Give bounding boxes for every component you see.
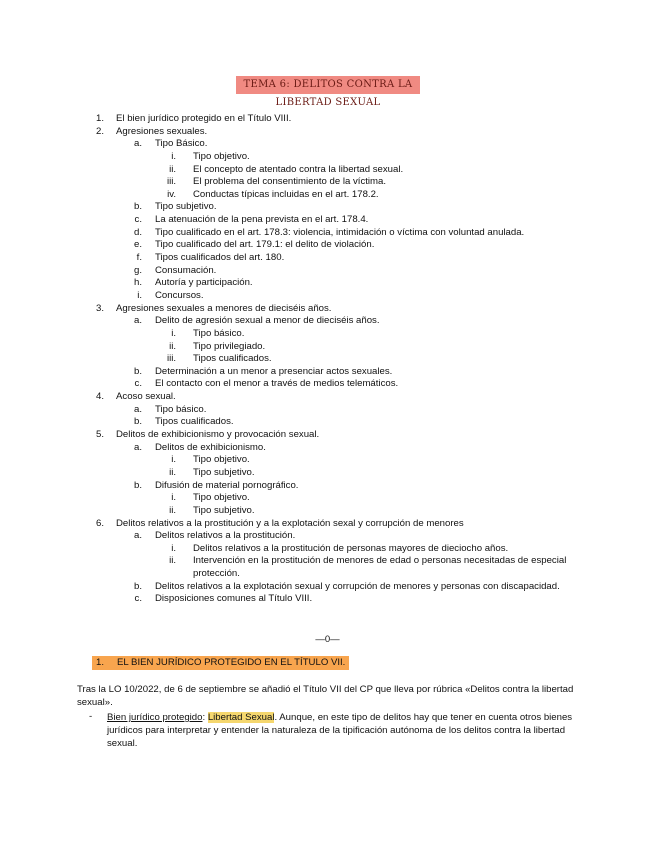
section-heading xyxy=(92,656,349,670)
bullet-term: Bien jurídico protegido xyxy=(107,712,203,723)
outline-text: Tipo objetivo. xyxy=(193,454,250,466)
bullet-text: . Aunque, en este tipo de delitos hay que tener en cuenta otros bienes jurídicos para interpretar y entender la naturaleza de la tipificación autónoma de los delitos contra la libertad sexual. xyxy=(107,712,573,749)
outline-item xyxy=(0,315,655,328)
outline-text: Tipos cualificados. xyxy=(193,353,272,365)
outline-text: Agresiones sexuales. xyxy=(116,125,208,137)
outline-text: Acoso sexual. xyxy=(116,391,176,403)
outline-item xyxy=(0,303,655,316)
outline-marker: i. xyxy=(171,150,176,162)
outline-marker: a. xyxy=(133,530,142,542)
outline-text: Disposiciones comunes al Título VIII. xyxy=(155,593,313,605)
outline-item xyxy=(0,126,655,139)
outline-marker: 1. xyxy=(95,113,104,124)
outline-marker: a. xyxy=(133,315,142,327)
outline-text: El problema del consentimiento de la víctima. xyxy=(193,176,387,188)
outline-marker: d. xyxy=(133,226,142,238)
outline-item xyxy=(0,265,655,278)
outline-item xyxy=(0,239,655,252)
bullet-separator: : xyxy=(202,712,208,723)
outline-item xyxy=(0,442,655,455)
outline-item xyxy=(0,555,655,568)
outline-item xyxy=(0,328,655,341)
bullet-marker: - xyxy=(89,711,93,722)
outline-marker: b. xyxy=(133,365,142,377)
outline-item xyxy=(0,341,655,354)
outline-marker: g. xyxy=(133,264,142,276)
outline-text: El contacto con el menor a través de medios telemáticos. xyxy=(155,378,399,390)
outline-marker: c. xyxy=(134,378,142,390)
outline-marker: ii. xyxy=(169,504,176,516)
outline-item xyxy=(0,201,655,214)
outline-text: Tipo objetivo. xyxy=(193,150,250,162)
outline-text: Tipo básico. xyxy=(155,403,207,415)
outline-text: Delitos relativos a la prostitución. xyxy=(155,530,296,542)
outline-text: Determinación a un menor a presenciar actos sexuales. xyxy=(155,365,393,377)
outline-marker: c. xyxy=(134,593,142,605)
outline-item xyxy=(0,593,655,606)
outline-text: Tipo Básico. xyxy=(155,138,208,150)
outline-marker: 5. xyxy=(95,429,104,441)
outline-marker: b. xyxy=(133,580,142,592)
outline-text: Tipos cualificados. xyxy=(155,416,234,428)
outline-marker: h. xyxy=(133,277,142,289)
outline-marker: iii. xyxy=(166,176,176,188)
outline-marker: ii. xyxy=(169,466,176,478)
outline-text: Conductas típicas incluidas en el art. 178.2. xyxy=(193,188,379,200)
outline-marker: 6. xyxy=(95,517,104,529)
document-title: TEMA 6: DELITOS CONTRA LA LIBERTAD SEXUAL xyxy=(236,76,420,94)
outline-text: Delitos relativos a la explotación sexual y corrupción de menores y personas con discapacidad. xyxy=(155,580,560,592)
outline-item xyxy=(0,151,655,164)
section-divider: —0— xyxy=(315,634,340,645)
outline-item xyxy=(0,252,655,265)
outline-text: Tipo objetivo. xyxy=(193,492,250,504)
outline-item xyxy=(0,353,655,366)
outline-item xyxy=(0,290,655,303)
outline-item xyxy=(0,480,655,493)
outline-text: Delitos de exhibicionismo. xyxy=(155,441,266,453)
outline-marker: ii. xyxy=(169,555,176,567)
outline-text: Delitos relativos a la prostitución de personas mayores de dieciocho años. xyxy=(193,542,509,554)
outline-marker: 4. xyxy=(95,391,104,403)
outline-text: Tipo cualificado en el art. 178.3: violencia, intimidación o víctima con voluntad anulada. xyxy=(155,226,525,238)
outline-item xyxy=(0,176,655,189)
outline-item xyxy=(0,366,655,379)
section-number: 1. xyxy=(96,657,105,668)
outline-item xyxy=(0,138,655,151)
outline-item xyxy=(0,518,655,531)
outline-item xyxy=(0,227,655,240)
outline-marker: i. xyxy=(171,492,176,504)
outline-text: Tipo básico. xyxy=(193,327,245,339)
outline-marker: e. xyxy=(133,239,142,251)
outline-text: El concepto de atentado contra la libertad sexual. xyxy=(193,163,404,175)
outline-marker: iv. xyxy=(167,188,176,200)
outline-marker: 3. xyxy=(95,302,104,314)
outline-item xyxy=(0,530,655,543)
outline-marker: c. xyxy=(134,214,142,226)
outline-item xyxy=(0,214,655,227)
outline-marker: a. xyxy=(133,138,142,150)
outline-text: Agresiones sexuales a menores de dieciséis años. xyxy=(116,302,332,314)
outline-text: Consumación. xyxy=(155,264,217,276)
outline-text: Tipo subjetivo. xyxy=(193,466,255,478)
outline-text: Tipo subjetivo. xyxy=(155,201,217,213)
outline-text: Autoría y participación. xyxy=(155,277,253,289)
outline-marker: i. xyxy=(171,542,176,554)
outline-text: Delito de agresión sexual a menor de dieciséis años. xyxy=(155,315,380,327)
outline-text: Tipo privilegiado. xyxy=(193,340,266,352)
outline-marker: f. xyxy=(136,252,142,264)
outline-item xyxy=(0,404,655,417)
outline-item xyxy=(0,492,655,505)
outline-item xyxy=(0,467,655,480)
outline-item xyxy=(0,429,655,442)
outline-marker: iii. xyxy=(166,353,176,365)
bullet-highlight: Libertad Sexual xyxy=(207,712,275,723)
outline-text: Tipos cualificados del art. 180. xyxy=(155,252,285,264)
outline-marker: a. xyxy=(133,441,142,453)
outline-marker: b. xyxy=(133,416,142,428)
table-of-contents xyxy=(0,113,655,606)
outline-text: Difusión de material pornográfico. xyxy=(155,479,299,491)
outline-item xyxy=(0,416,655,429)
outline-item xyxy=(0,454,655,467)
outline-text: protección. xyxy=(193,568,240,580)
outline-text: La atenuación de la pena prevista en el art. 178.4. xyxy=(155,214,369,226)
outline-marker: i. xyxy=(171,327,176,339)
outline-text: Concursos. xyxy=(155,289,204,301)
intro-paragraph: Tras la LO 10/2022, de 6 de septiembre se añadió el Título VII del CP que lleva por rúbrica «Delitos contra la libertad sexual». xyxy=(77,684,574,708)
outline-text: Tipo cualificado del art. 179.1: el delito de violación. xyxy=(155,239,375,251)
outline-item xyxy=(0,164,655,177)
outline-item xyxy=(0,568,655,581)
outline-item xyxy=(0,189,655,202)
outline-text: Delitos relativos a la prostitución y a la explotación sexal y corrupción de menores xyxy=(116,517,464,529)
section-title: EL BIEN JURÍDICO PROTEGIDO EN EL TÍTULO VII. xyxy=(117,657,346,668)
outline-item xyxy=(0,378,655,391)
outline-item xyxy=(0,277,655,290)
outline-marker: i. xyxy=(137,289,142,301)
outline-marker: b. xyxy=(133,201,142,213)
outline-marker: b. xyxy=(133,479,142,491)
outline-marker: ii. xyxy=(169,163,176,175)
outline-marker: a. xyxy=(133,403,142,415)
outline-marker: 2. xyxy=(95,125,104,137)
outline-item xyxy=(0,391,655,404)
outline-item xyxy=(0,113,655,126)
outline-text: Tipo subjetivo. xyxy=(193,504,255,516)
outline-text: Intervención en la prostitución de menores de edad o personas necesitadas de especial xyxy=(193,555,567,567)
outline-marker: i. xyxy=(171,454,176,466)
outline-marker: ii. xyxy=(169,340,176,352)
outline-text: El bien jurídico protegido en el Título VIII. xyxy=(116,113,292,124)
bullet-item xyxy=(107,711,577,750)
outline-text: Delitos de exhibicionismo y provocación sexual. xyxy=(116,429,320,441)
outline-item xyxy=(0,543,655,556)
outline-item xyxy=(0,581,655,594)
outline-item xyxy=(0,505,655,518)
